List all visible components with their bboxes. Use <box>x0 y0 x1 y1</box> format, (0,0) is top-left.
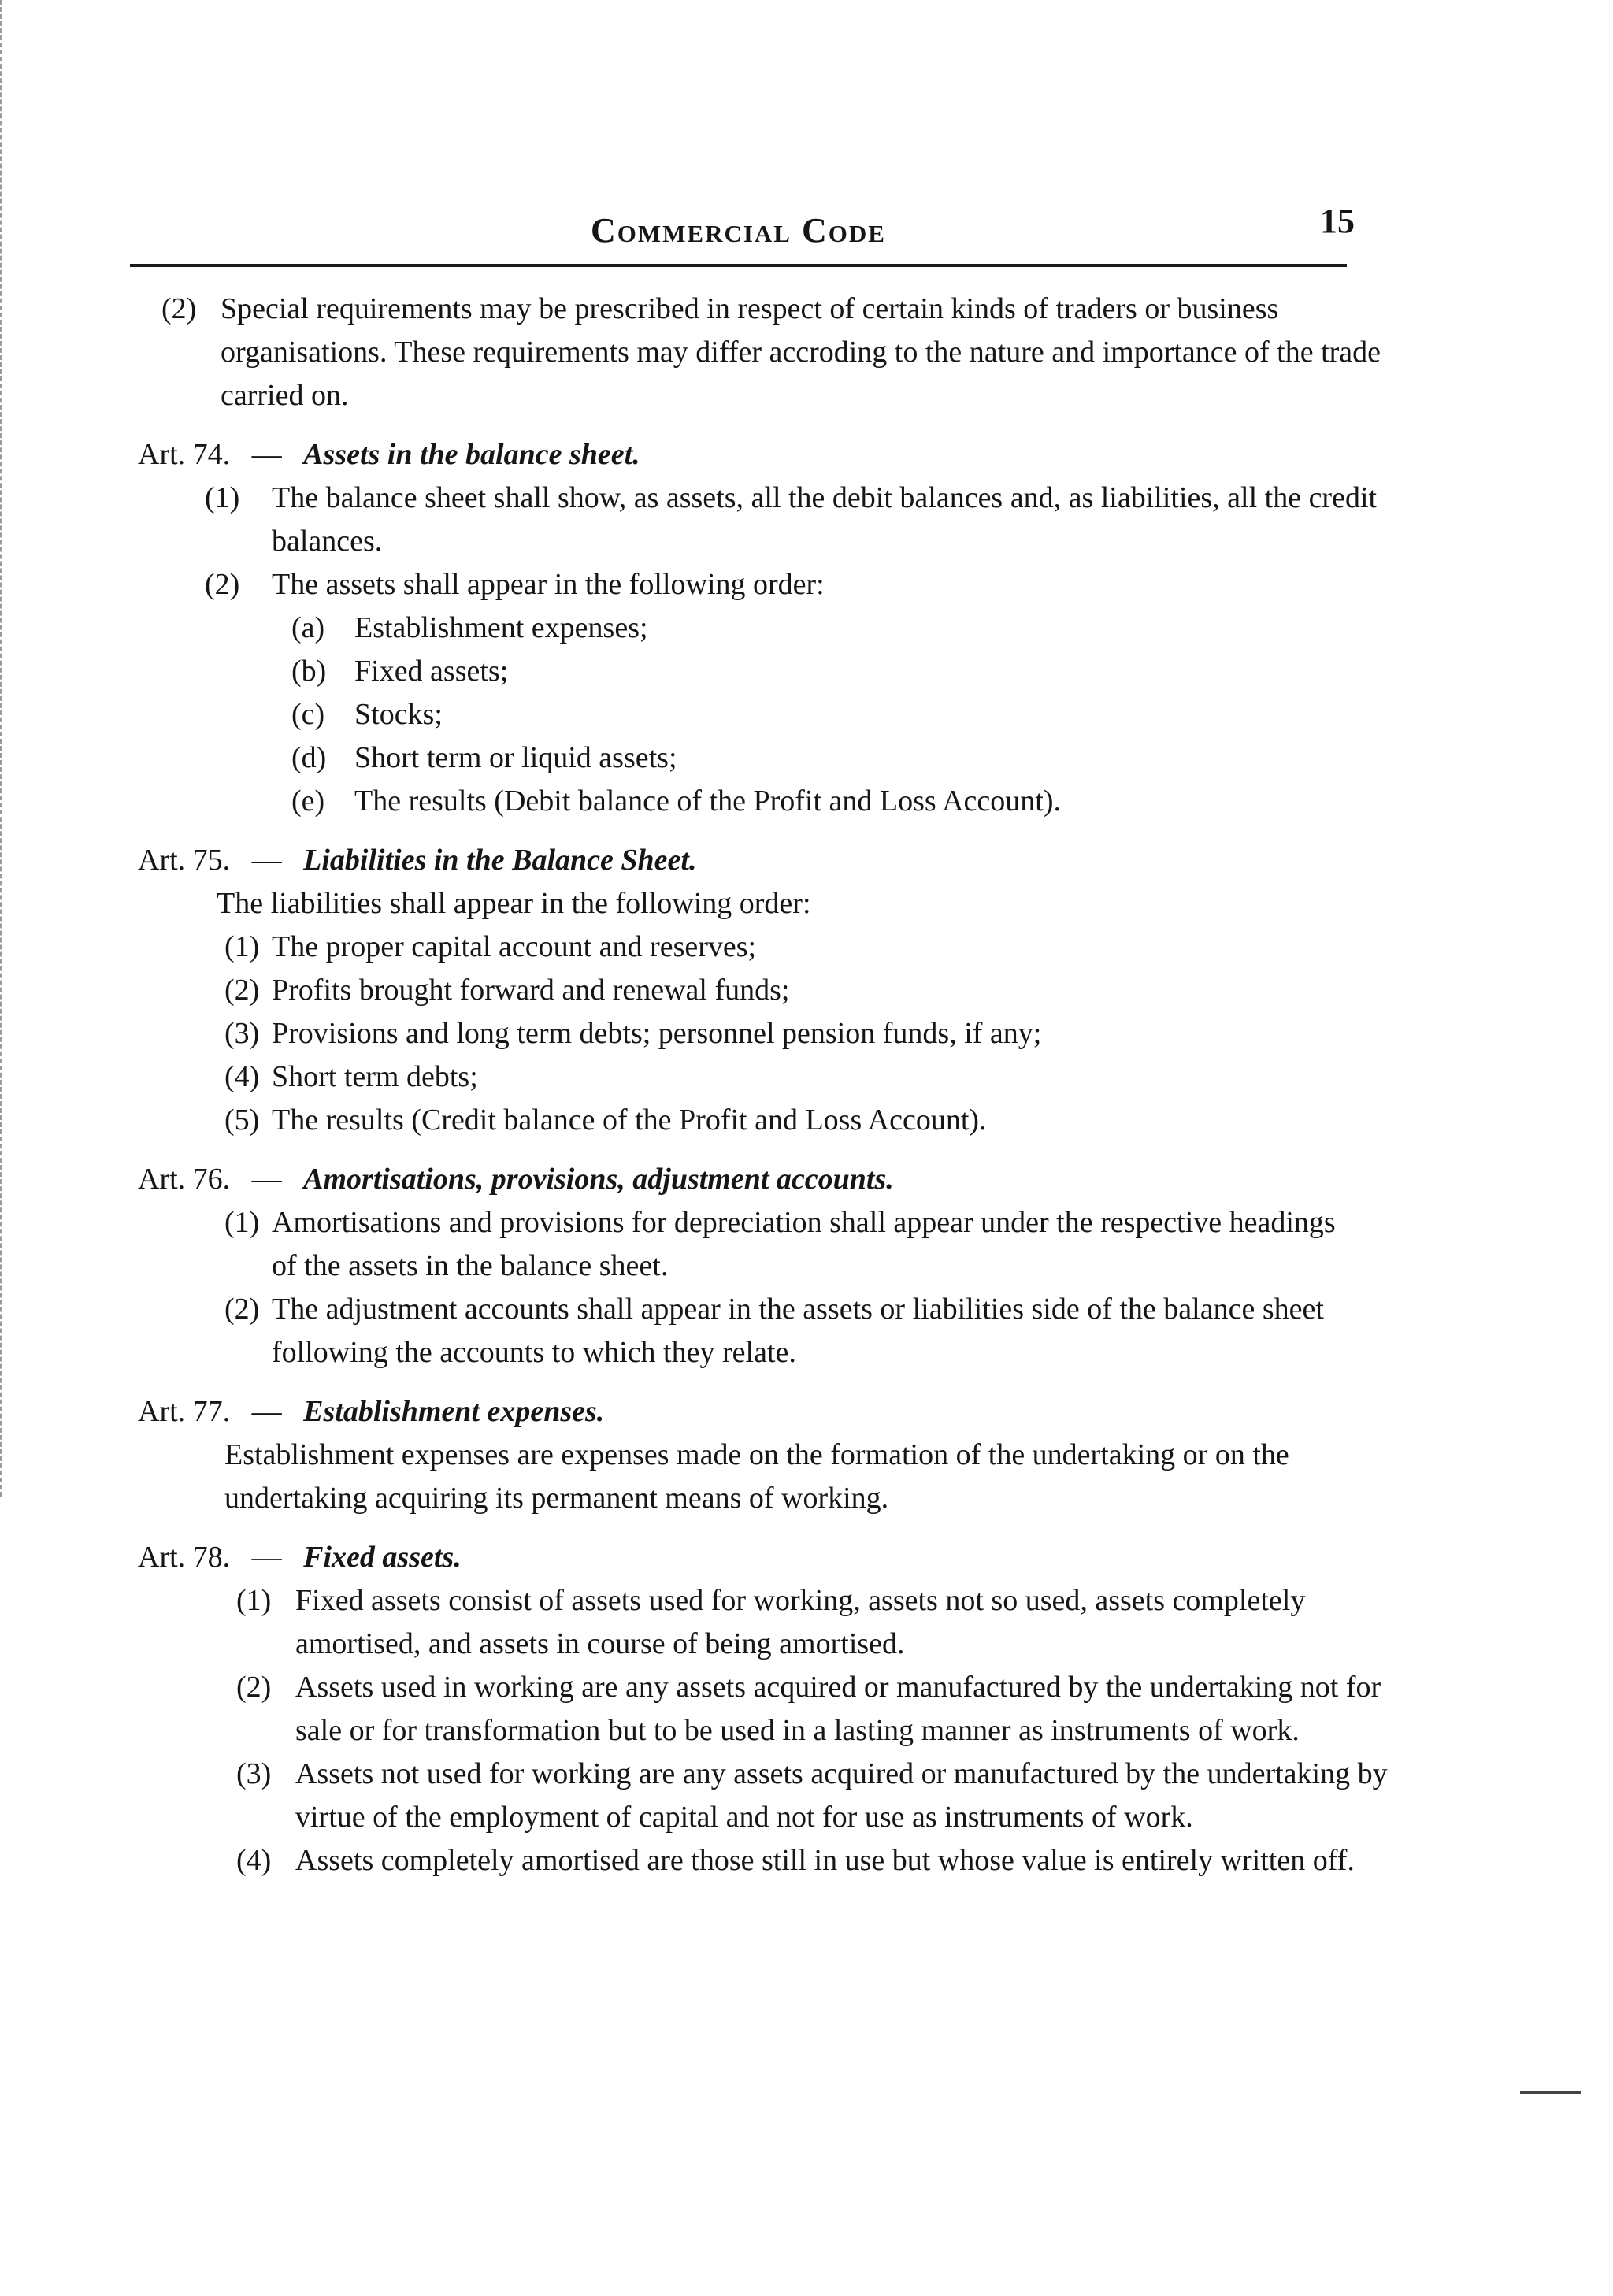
article-75-item-2 <box>138 969 1390 1012</box>
item-text: The balance sheet shall show, as assets, all the debit balances and, as liabilities, all the credit balances. <box>272 481 1378 558</box>
article-78-item-1 <box>138 1579 1390 1666</box>
article-77-text: Establishment expenses are expenses made on the formation of the undertaking or on the undertaking acquiring its permanent means of working. <box>224 1438 1289 1515</box>
item-number: (2) <box>205 568 240 601</box>
item-text: Assets completely amortised are those still in use but whose value is entirely written off. <box>295 1844 1355 1877</box>
article-title: Amortisations, provisions, adjustment accounts. <box>303 1163 894 1196</box>
item-text: Assets used in working are any assets acquired or manufactured by the undertaking not for sale or for transformation but to be used in a lasting manner as instruments of work. <box>295 1671 1381 1747</box>
item-text: Short term debts; <box>272 1060 478 1093</box>
article-74-subitem-d <box>138 736 1390 780</box>
article-label: Art. 76. <box>138 1163 231 1196</box>
page-number: 15 <box>1320 202 1355 240</box>
article-74-subitem-a <box>138 606 1390 650</box>
article-74-subitem-c <box>138 693 1390 736</box>
item-number: (2) <box>224 1293 260 1326</box>
subitem-text: Short term or liquid assets; <box>354 741 677 774</box>
article-75-item-4 <box>138 1055 1390 1099</box>
subitem-letter: (c) <box>291 698 325 731</box>
article-78-heading <box>138 1536 1390 1579</box>
article-title: Establishment expenses. <box>303 1395 605 1428</box>
page-body <box>138 287 1390 1882</box>
article-74-item-2 <box>138 563 1390 606</box>
article-title: Assets in the balance sheet. <box>303 438 640 471</box>
article-title: Fixed assets. <box>303 1541 462 1574</box>
subitem-letter: (d) <box>291 741 327 774</box>
item-number: (1) <box>224 1206 260 1239</box>
subitem-text: Fixed assets; <box>354 655 509 688</box>
article-75-item-3 <box>138 1012 1390 1055</box>
article-dash: — <box>251 844 282 877</box>
article-label: Art. 75. <box>138 844 231 877</box>
item-text: The adjustment accounts shall appear in the assets or liabilities side of the balance sheet following the accounts to which they relate. <box>272 1293 1324 1369</box>
item-number: (2) <box>224 974 260 1007</box>
article-78-item-2 <box>138 1666 1390 1753</box>
article-label: Art. 78. <box>138 1541 231 1574</box>
item-number: (2) <box>236 1671 272 1704</box>
article-76-item-1 <box>138 1201 1390 1288</box>
subitem-letter: (b) <box>291 655 327 688</box>
article-74-heading <box>138 433 1390 477</box>
item-text: Fixed assets consist of assets used for working, assets not so used, assets completely amortised, and assets in course of being amortised. <box>295 1584 1306 1660</box>
article-dash: — <box>251 1395 282 1428</box>
article-label: Art. 74. <box>138 438 231 471</box>
item-text: Amortisations and provisions for depreciation shall appear under the respective headings of the assets in the balance sheet. <box>272 1206 1336 1282</box>
item-number: (3) <box>236 1757 272 1790</box>
article-75-intro: The liabilities shall appear in the following order: <box>217 887 811 920</box>
item-text: The assets shall appear in the following order: <box>272 568 825 601</box>
subitem-letter: (a) <box>291 611 325 644</box>
subitem-text: Stocks; <box>354 698 443 731</box>
item-number: (1) <box>205 481 240 514</box>
intro-item <box>138 287 1390 417</box>
item-number: (3) <box>224 1017 260 1050</box>
item-text: Provisions and long term debts; personnel pension funds, if any; <box>272 1017 1042 1050</box>
article-dash: — <box>251 1163 282 1196</box>
article-77-heading <box>138 1390 1390 1434</box>
article-78-item-4 <box>138 1839 1390 1882</box>
article-74-item-1 <box>138 477 1390 563</box>
item-text: Profits brought forward and renewal funds; <box>272 974 790 1007</box>
item-number: (1) <box>236 1584 272 1617</box>
item-number: (2) <box>161 292 197 325</box>
article-dash: — <box>251 1541 282 1574</box>
item-text: The results (Credit balance of the Profit and Loss Account). <box>272 1103 987 1137</box>
article-76-heading <box>138 1158 1390 1201</box>
item-number: (5) <box>224 1103 260 1137</box>
running-head <box>126 201 1355 272</box>
article-74-subitem-e <box>138 780 1390 823</box>
item-number: (1) <box>224 930 260 963</box>
article-78-item-3 <box>138 1753 1390 1839</box>
item-number: (4) <box>224 1060 260 1093</box>
item-number: (4) <box>236 1844 272 1877</box>
article-75-heading <box>138 839 1390 882</box>
running-head-title: Commercial Code <box>591 211 886 250</box>
header-rule <box>130 264 1347 267</box>
article-75-item-1 <box>138 925 1390 969</box>
item-text: Assets not used for working are any assets acquired or manufactured by the undertaking by virtue of the employment of capital and not for use as instruments of work. <box>295 1757 1388 1834</box>
item-text: Special requirements may be prescribed in respect of certain kinds of traders or business organisations. These requirements may differ accroding to the nature and importance of the trade carried on. <box>221 292 1381 412</box>
article-74-subitem-b <box>138 650 1390 693</box>
article-title: Liabilities in the Balance Sheet. <box>303 844 697 877</box>
article-76-item-2 <box>138 1288 1390 1374</box>
article-label: Art. 77. <box>138 1395 231 1428</box>
item-text: The proper capital account and reserves; <box>272 930 757 963</box>
scan-edge-marks <box>0 0 6 1497</box>
subitem-letter: (e) <box>291 784 325 818</box>
bottom-rule-mark <box>1520 2091 1581 2094</box>
article-dash: — <box>251 438 282 471</box>
subitem-text: Establishment expenses; <box>354 611 648 644</box>
article-75-item-5 <box>138 1099 1390 1142</box>
subitem-text: The results (Debit balance of the Profit and Loss Account). <box>354 784 1061 818</box>
